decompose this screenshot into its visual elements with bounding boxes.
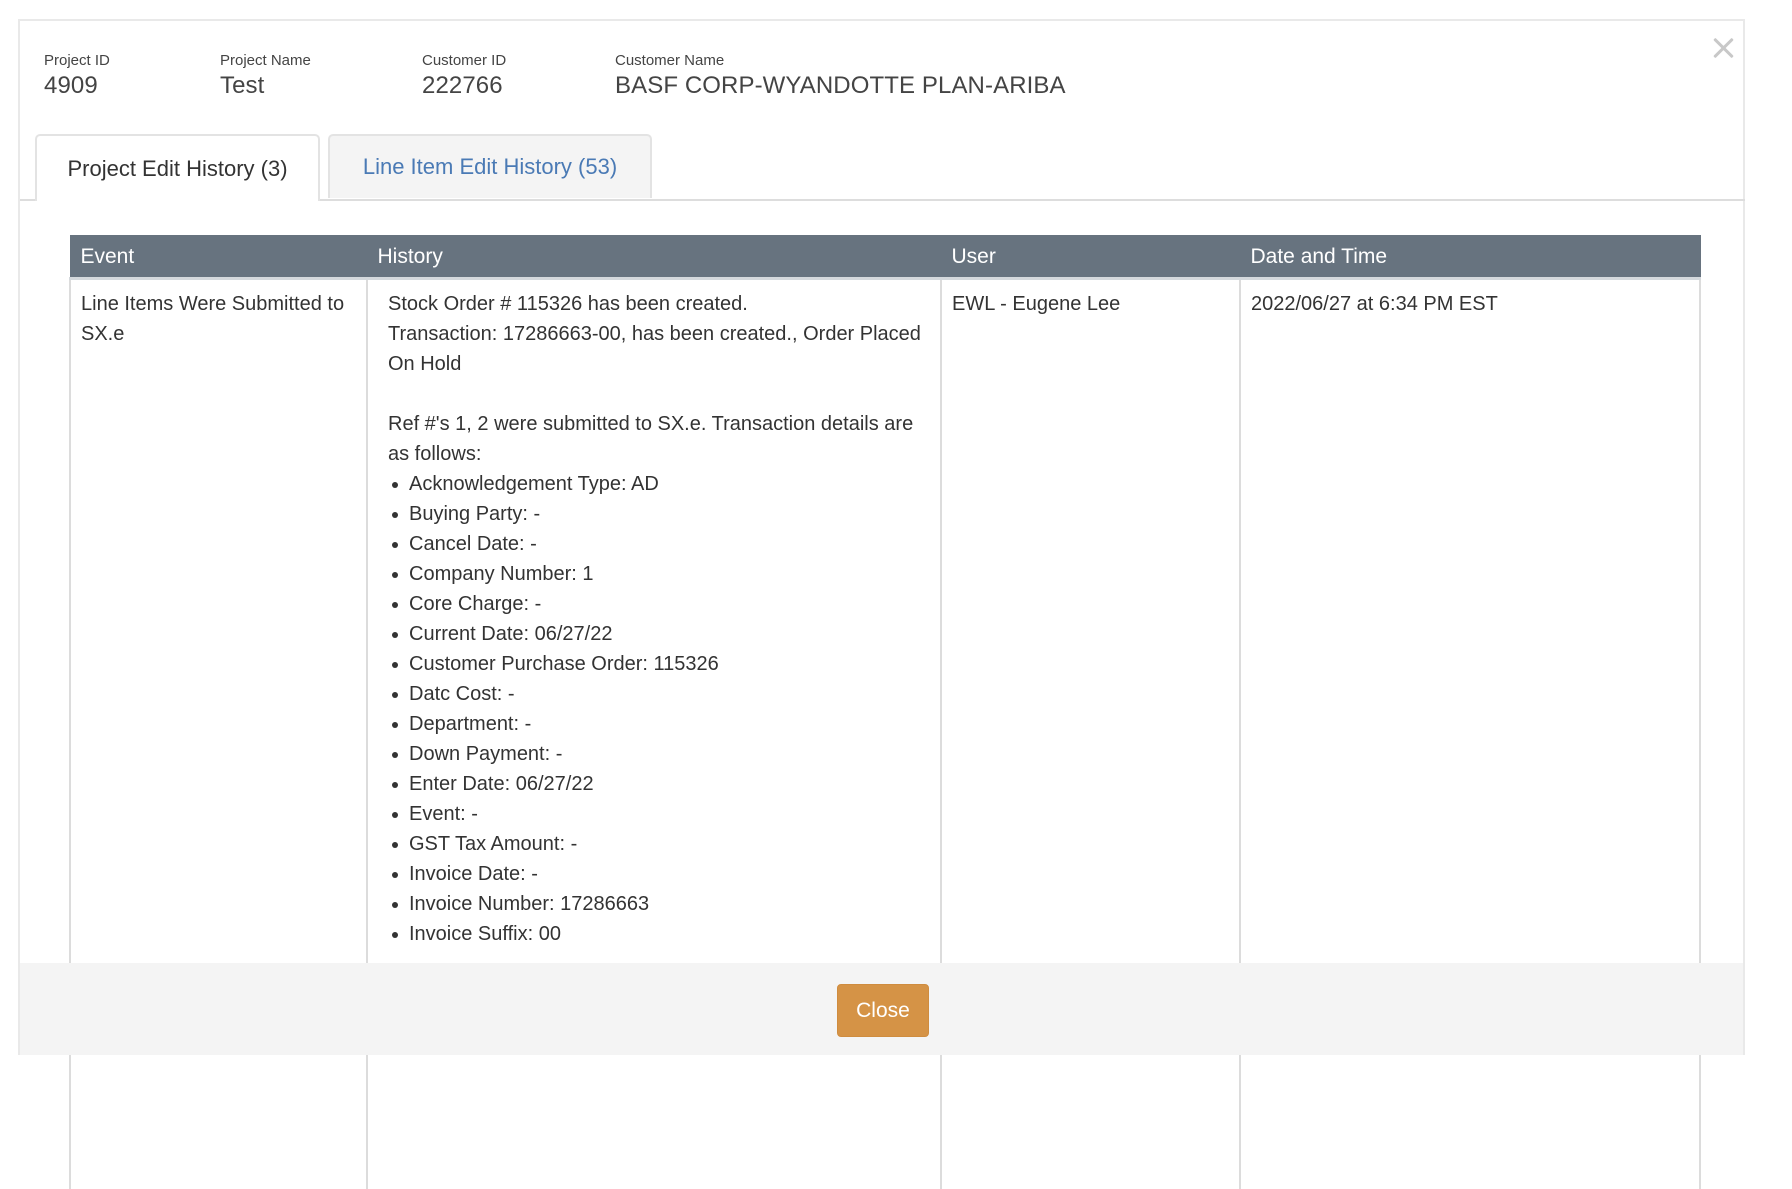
project-id-value: 4909 [44, 71, 110, 101]
list-item: Core Charge: - [388, 589, 930, 619]
customer-id-field [422, 52, 506, 101]
list-item: Down Payment: - [388, 739, 930, 769]
tab-project-edit-history[interactable]: Project Edit History (3) [35, 134, 320, 201]
list-item: Invoice Suffix: 00 [388, 919, 930, 949]
project-id-field [44, 52, 110, 101]
date-time-cell: 2022/06/27 at 6:34 PM EST [1240, 279, 1700, 1189]
list-item: Enter Date: 06/27/22 [388, 769, 930, 799]
list-item: Invoice Number: 17286663 [388, 889, 930, 919]
list-item: Acknowledgement Type: AD [388, 469, 930, 499]
list-item: Customer Purchase Order: 115326 [388, 649, 930, 679]
column-header-history: History [367, 236, 941, 279]
history-tabs [20, 134, 1745, 201]
history-table-container[interactable] [69, 235, 1699, 929]
list-item: Cancel Date: - [388, 529, 930, 559]
project-name-label: Project Name [220, 52, 311, 70]
project-history-modal [18, 19, 1745, 1055]
project-name-field [220, 52, 311, 101]
list-item: Event: - [388, 799, 930, 829]
tab-line-item-edit-history[interactable]: Line Item Edit History (53) [328, 134, 652, 198]
list-item: Department: - [388, 709, 930, 739]
column-header-user: User [941, 236, 1240, 279]
table-header-row [70, 236, 1700, 279]
list-item: Current Date: 06/27/22 [388, 619, 930, 649]
project-id-label: Project ID [44, 52, 110, 70]
close-icon[interactable] [1710, 35, 1736, 61]
history-intro: Ref #'s 1, 2 were submitted to SX.e. Transaction details are as follows: [388, 409, 930, 469]
list-item: Company Number: 1 [388, 559, 930, 589]
customer-name-value: BASF CORP-WYANDOTTE PLAN-ARIBA [615, 71, 1066, 101]
spacer [388, 379, 930, 409]
history-line: Stock Order # 115326 has been created. [388, 289, 930, 319]
history-line: Transaction: 17286663-00, has been created., Order Placed On Hold [388, 319, 930, 379]
user-cell: EWL - Eugene Lee [941, 279, 1240, 1189]
list-item: Invoice Date: - [388, 859, 930, 889]
transaction-details-list [388, 469, 930, 949]
customer-id-value: 222766 [422, 71, 506, 101]
customer-name-field [615, 52, 1066, 101]
list-item: GST Tax Amount: - [388, 829, 930, 859]
column-header-event: Event [70, 236, 367, 279]
modal-footer [20, 963, 1743, 1055]
close-button[interactable]: Close [837, 984, 929, 1037]
customer-id-label: Customer ID [422, 52, 506, 70]
event-cell: Line Items Were Submitted to SX.e [70, 279, 367, 1189]
customer-name-label: Customer Name [615, 52, 1066, 70]
project-name-value: Test [220, 71, 311, 101]
list-item: Buying Party: - [388, 499, 930, 529]
column-header-date-time: Date and Time [1240, 236, 1700, 279]
list-item: Datc Cost: - [388, 679, 930, 709]
